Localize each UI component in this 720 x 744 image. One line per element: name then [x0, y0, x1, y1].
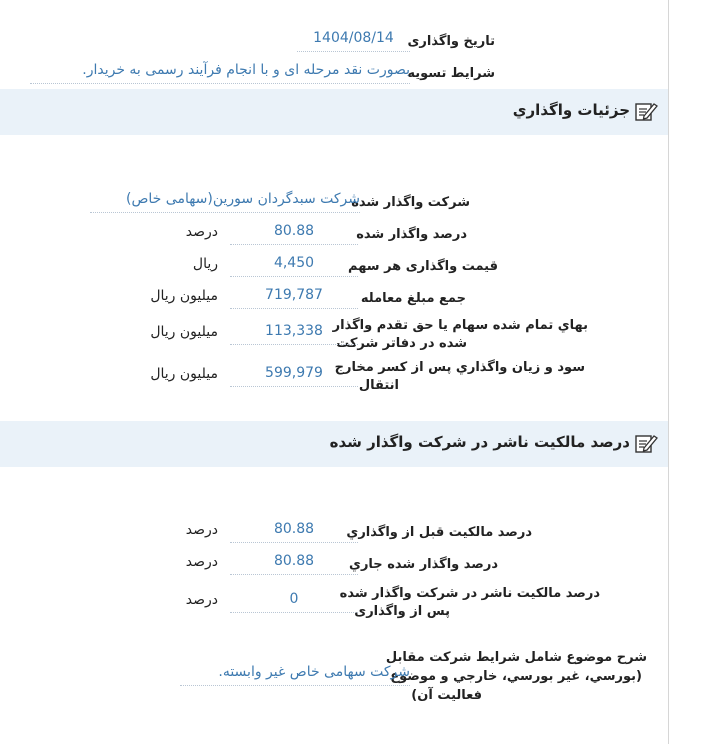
row-profit-label-line1: سود و زيان واگذاري پس از کسر مخارج: [334, 360, 585, 375]
date-value: 1404/08/14: [297, 29, 410, 52]
section2-title: درصد مالکيت ناشر در شرکت واگذار شده: [329, 433, 630, 451]
date-label: تاریخ واگذاری: [407, 34, 495, 49]
row-price-label: قيمت واگذاری هر سهم: [348, 259, 498, 274]
row-before-unit: درصد: [185, 522, 218, 538]
row-before-label: درصد مالکيت قبل از واگذاري: [346, 525, 532, 540]
row-before-value: 80.88: [230, 520, 358, 543]
row-cost-label-line2: شده در دفاتر شرکت: [336, 336, 467, 351]
row-after-unit: درصد: [185, 592, 218, 608]
counterparty-value: شرکت سهامی خاص غیر وابسته.: [180, 663, 410, 686]
row-cost-value: 113,338: [230, 322, 358, 345]
row-company-value: شرکت سبدگردان سورین(سهامی خاص): [90, 190, 360, 213]
row-percent-label: درصد واگذار شده: [356, 227, 467, 242]
row-total-unit: ميليون ريال: [150, 288, 218, 304]
counterparty-label-line1: شرح موضوع شامل شرايط شرکت مقابل: [385, 650, 647, 665]
row-total-label: جمع مبلغ معامله: [360, 291, 466, 306]
row-after-label-line1: درصد مالکيت ناشر در شرکت واگذار شده: [339, 586, 600, 601]
row-profit-unit: ميليون ريال: [150, 366, 218, 382]
row-current-value: 80.88: [230, 552, 358, 575]
row-current-unit: درصد: [185, 554, 218, 570]
row-cost-label-line1: بهاي تمام شده سهام يا حق تقدم واگذار: [332, 318, 588, 333]
edit-document-icon: [634, 432, 658, 454]
row-total-value: 719,787: [230, 286, 358, 309]
row-percent-value: 80.88: [230, 222, 358, 245]
row-percent-unit: درصد: [185, 224, 218, 240]
settlement-value: بصورت نقد مرحله ای و با انجام فرآیند رسمی به خریدار.: [30, 61, 410, 84]
row-price-unit: ريال: [192, 256, 218, 272]
right-divider: [668, 0, 669, 744]
counterparty-label-line3: فعاليت آن): [411, 688, 482, 703]
row-cost-unit: ميليون ريال: [150, 324, 218, 340]
row-profit-value: 599,979: [230, 364, 358, 387]
section1-title: جزئیات واگذاري: [512, 101, 630, 119]
settlement-label: شرایط تسویه: [407, 66, 495, 81]
row-after-label-line2: پس از واگذاری: [354, 604, 450, 619]
row-price-value: 4,450: [230, 254, 358, 277]
edit-document-icon: [634, 100, 658, 122]
row-company-label: شرکت واگذار شده: [351, 195, 470, 210]
row-current-label: درصد واگذار شده جاري: [349, 557, 498, 572]
counterparty-label-line2: (بورسي، غير بورسي، خارجي و موضوع: [390, 669, 642, 684]
row-after-value: 0: [230, 590, 358, 613]
row-profit-label-line2: انتقال: [358, 378, 399, 393]
